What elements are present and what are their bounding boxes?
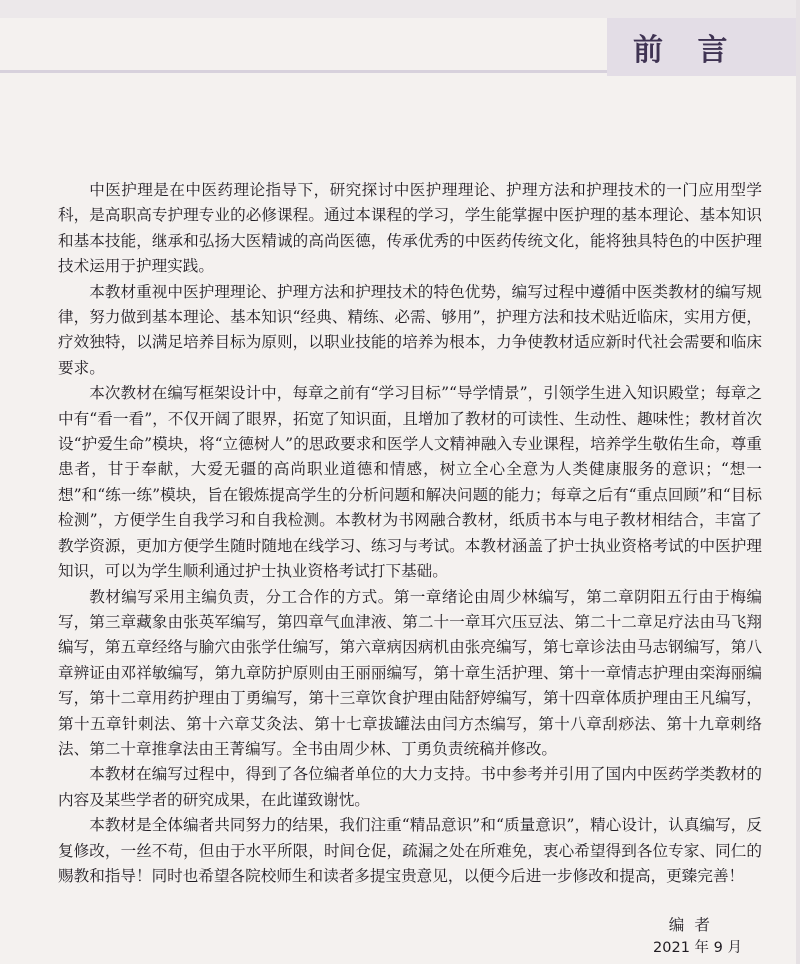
title-rule (0, 70, 607, 73)
title-banner (607, 18, 800, 76)
top-band (0, 0, 800, 18)
paragraph-acknowledgement: 本教材在编写过程中，得到了各位编者单位的大力支持。书中参考并引用了国内中医药学类教材的内容及某些学者的研究成果，在此谨致谢忱。 (58, 765, 762, 809)
signature-date: 2021 年 9 月 (653, 940, 742, 956)
page-edge (796, 0, 800, 964)
preface-body (58, 178, 762, 889)
paragraph-authors: 教材编写采用主编负责，分工合作的方式。第一章绪论由周少林编写，第二章阴阳五行由于梅编写，第三章藏象由张英军编写，第四章气血津液、第二十一章耳穴压豆法、第二十二章足疗法由马飞翔编写，第五章经络与腧穴由张学仕编写，第六章病因病机由张亮编写，第七章诊法由马志钢编写，第八章辨证由邓祥敏编写，第九章防护原则由王丽丽编写，第十章生活护理、第十一章情志护理由栾海丽编写，第十二章用药护理由丁勇编写，第十三章饮食护理由陆舒婷编写，第十四章体质护理由王凡编写，第十五章针刺法、第十六章艾灸法、第十七章拔罐法由闫方杰编写，第十八章刮痧法、第十九章刺络法、第二十章推拿法由王菁编写。全书由周少林、丁勇负责统稿并修改。 (58, 587, 762, 758)
paragraph-intro: 中医护理是在中医药理论指导下，研究探讨中医护理理论、护理方法和护理技术的一门应用型学科，是高职高专护理专业的必修课程。通过本课程的学习，学生能掌握中医护理的基本理论、基本知识和基本技能，继承和弘扬大医精诚的高尚医德，传承优秀的中医药传统文化，能将独具特色的中医护理技术运用于护理实践。 (58, 181, 762, 276)
page-title: 前 言 (633, 33, 740, 68)
signature-author: 编者 (668, 916, 720, 934)
signature-block (582, 914, 742, 960)
paragraph-closing: 本教材是全体编者共同努力的结果，我们注重“精品意识”和“质量意识”，精心设计，认真编写，反复修改，一丝不苟，但由于水平所限，时间仓促，疏漏之处在所难免，衷心希望得到各位专家、同仁的赐教和指导！同时也希望各院校师生和读者多提宝贵意见，以便今后进一步修改和提高，更臻完善！ (58, 816, 762, 885)
paragraph-framework: 本次教材在编写框架设计中，每章之前有“学习目标”“导学情景”，引领学生进入知识殿堂；每章之中有“看一看”，不仅开阔了眼界，拓宽了知识面，且增加了教材的可读性、生动性、趣味性；教材首次设“护爱生命”模块，将“立德树人”的思政要求和医学人文精神融入专业课程，培养学生敬佑生命，尊重患者，甘于奉献，大爱无疆的高尚职业道德和情感，树立全心全意为人类健康服务的意识；“想一想”和“练一练”模块，旨在锻炼提高学生的分析问题和解决问题的能力；每章之后有“重点回顾”和“目标检测”，方便学生自我学习和自我检测。本教材为书网融合教材，纸质书本与电子教材相结合，丰富了教学资源，更加方便学生随时随地在线学习、练习与考试。本教材涵盖了护士执业资格考试的中医护理知识，可以为学生顺利通过护士执业资格考试打下基础。 (58, 384, 762, 581)
paragraph-principles: 本教材重视中医护理理论、护理方法和护理技术的特色优势，编写过程中遵循中医类教材的编写规律，努力做到基本理论、基本知识“经典、精练、必需、够用”，护理方法和技术贴近临床，实用方便，疗效独特，以满足培养目标为原则，以职业技能的培养为根本，力争使教材适应新时代社会需要和临床要求。 (58, 282, 762, 377)
